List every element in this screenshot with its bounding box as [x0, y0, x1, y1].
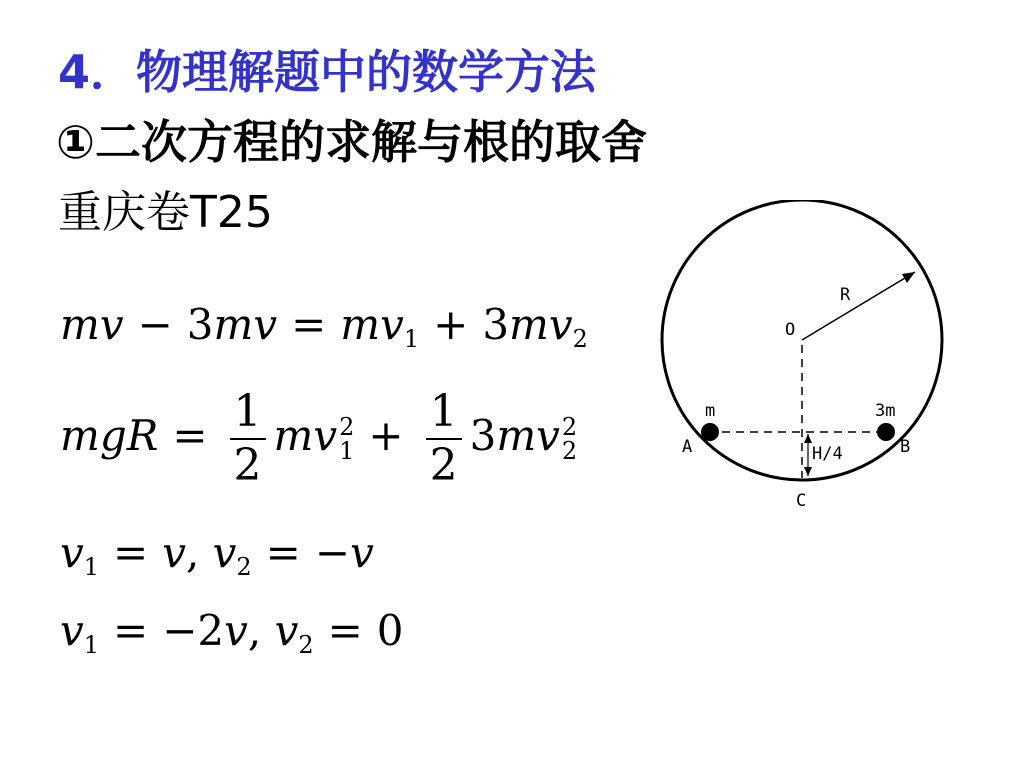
radius-line: [802, 272, 915, 340]
height-arrow-top: [804, 434, 812, 443]
label-r: R: [840, 285, 851, 305]
height-arrow-bottom: [804, 467, 812, 476]
equation-energy: mgR = $\frac{1}{2}$ mv 2 1 + $\frac{1}{2}$ 3mv 2 2: [60, 386, 578, 491]
equation-momentum: mv − $3mv = mv_1 + 3mv_2$: [60, 300, 588, 353]
ball-m: [701, 423, 719, 441]
equation-root-2: $v_1 = -2v$, $v_2 = 0$: [60, 606, 404, 659]
fraction-half: $\frac{1}{2}$: [426, 390, 462, 488]
problem-source: 重庆卷T25: [58, 187, 273, 238]
label-m: m: [705, 401, 716, 421]
label-h4: H/4: [812, 444, 843, 464]
label-b: B: [900, 437, 911, 457]
label-a: A: [682, 437, 693, 457]
fraction-half: $\frac{1}{2}$: [230, 390, 266, 488]
topic-heading: ①二次方程的求解与根的取舍: [56, 115, 647, 169]
label-c: C: [796, 491, 807, 511]
radius-arrowhead: [902, 272, 915, 283]
circular-track-diagram: [650, 200, 990, 520]
ball-3m: [877, 423, 895, 441]
section-heading: 4．物理解题中的数学方法: [58, 45, 597, 99]
label-3m: 3m: [875, 401, 896, 421]
equation-root-1: $v_1 = v$, $v_2 = -v$: [60, 528, 374, 581]
label-o: O: [785, 320, 796, 340]
